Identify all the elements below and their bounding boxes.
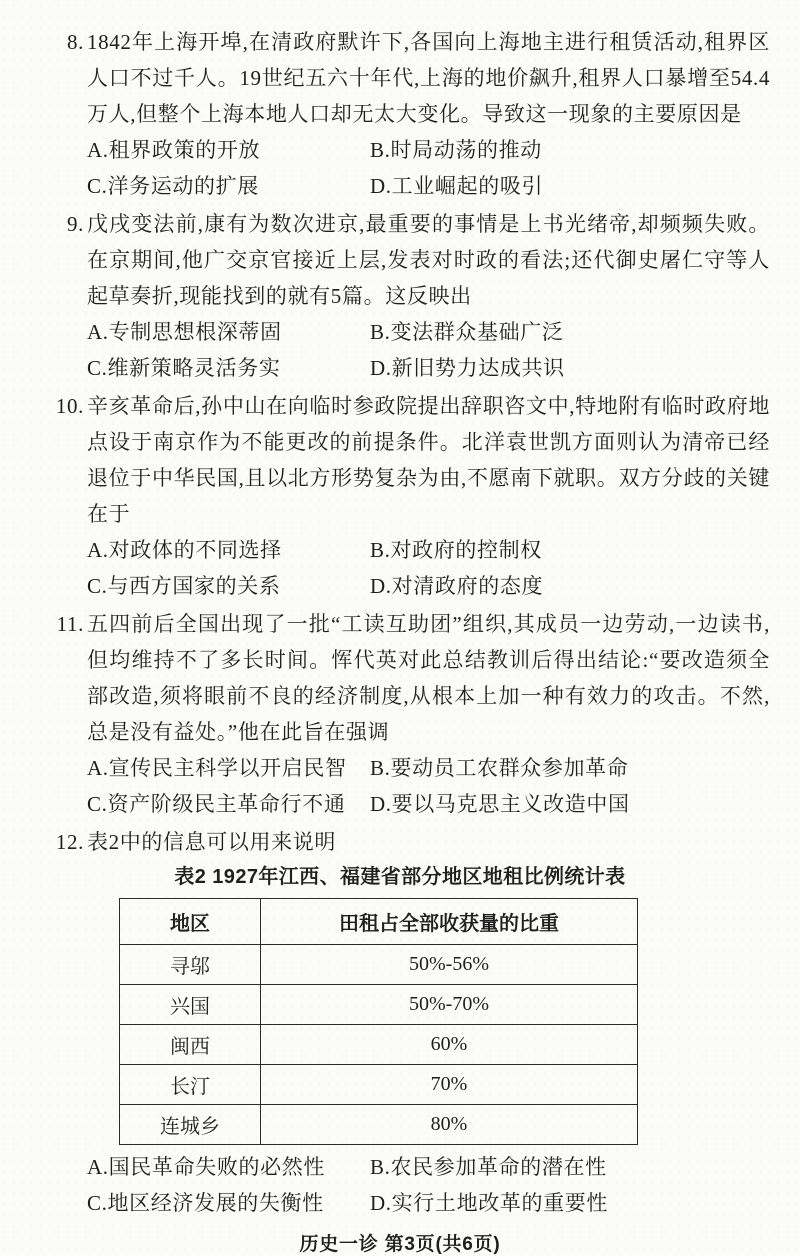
table-cell-value: 80% xyxy=(261,1105,638,1145)
table-header-row xyxy=(120,899,638,945)
option-d: D.新旧势力达成共识 xyxy=(370,356,565,380)
rent-table xyxy=(119,898,638,1145)
table-cell-region: 寻邬 xyxy=(120,945,261,985)
table-row xyxy=(120,985,638,1025)
options-row xyxy=(87,1149,770,1221)
question-12-options xyxy=(30,1149,770,1221)
question-12 xyxy=(30,824,770,860)
table-cell-region: 闽西 xyxy=(120,1025,261,1065)
option-a: A.租界政策的开放 xyxy=(87,138,261,162)
question-number: 12. xyxy=(55,830,84,854)
table-cell-region: 连城乡 xyxy=(120,1105,261,1145)
question-8 xyxy=(30,24,770,204)
table-row xyxy=(120,1105,638,1145)
options-row xyxy=(87,532,770,604)
table-header-region: 地区 xyxy=(120,899,261,945)
table-cell-region: 兴国 xyxy=(120,985,261,1025)
option-d: D.实行土地改革的重要性 xyxy=(370,1191,608,1215)
option-d: D.对清政府的态度 xyxy=(370,574,544,598)
option-c: C.与西方国家的关系 xyxy=(87,574,281,598)
table-cell-value: 60% xyxy=(261,1025,638,1065)
question-number: 10. xyxy=(55,394,84,418)
option-c: C.洋务运动的扩展 xyxy=(87,174,259,198)
option-c: C.资产阶级民主革命行不通 xyxy=(87,792,346,816)
question-11 xyxy=(30,606,770,822)
option-d: D.要以马克思主义改造中国 xyxy=(370,792,630,816)
question-stem: 表2中的信息可以用来说明 xyxy=(87,830,337,854)
table-row xyxy=(120,1065,638,1105)
table-title: 表2 1927年江西、福建省部分地区地租比例统计表 xyxy=(174,866,626,888)
question-number: 9. xyxy=(66,212,84,236)
option-b: B.要动员工农群众参加革命 xyxy=(370,756,629,780)
option-c: C.维新策略灵活务实 xyxy=(87,356,281,380)
table-row xyxy=(120,1025,638,1065)
page-footer: 历史一诊 第3页(共6页) xyxy=(299,1234,501,1255)
table-cell-value: 70% xyxy=(261,1065,638,1105)
question-9 xyxy=(30,206,770,386)
rent-table-block xyxy=(30,862,770,1145)
options-row xyxy=(87,314,770,386)
option-b: B.变法群众基础广泛 xyxy=(370,320,564,344)
option-a: A.国民革命失败的必然性 xyxy=(87,1155,325,1179)
table-header-rent-share: 田租占全部收获量的比重 xyxy=(261,899,638,945)
option-a: A.宣传民主科学以开启民智 xyxy=(87,756,347,780)
option-c: C.地区经济发展的失衡性 xyxy=(87,1191,324,1215)
question-stem: 1842年上海开埠,在清政府默许下,各国向上海地主进行租赁活动,租界区人口不过千人。19世纪五六十年代,上海的地价飙升,租界人口暴增至54.4万人,但整个上海本地人口却无太大变化。导致这一现象的主要原因是 xyxy=(87,30,770,126)
option-a: A.对政体的不同选择 xyxy=(87,538,282,562)
table-row xyxy=(120,945,638,985)
table-cell-value: 50%-56% xyxy=(261,945,638,985)
table-cell-region: 长汀 xyxy=(120,1065,261,1105)
table-cell-value: 50%-70% xyxy=(261,985,638,1025)
question-stem: 辛亥革命后,孙中山在向临时参政院提出辞职咨文中,特地附有临时政府地点设于南京作为不能更改的前提条件。北洋袁世凯方面则认为清帝已经退位于中华民国,且以北方形势复杂为由,不愿南下就职。双方分歧的关键在于 xyxy=(87,394,770,526)
option-b: B.时局动荡的推动 xyxy=(370,138,542,162)
option-b: B.对政府的控制权 xyxy=(370,538,542,562)
option-d: D.工业崛起的吸引 xyxy=(370,174,544,198)
question-stem: 戊戌变法前,康有为数次进京,最重要的事情是上书光绪帝,却频频失败。在京期间,他广交京官接近上层,发表对时政的看法;还代御史屠仁守等人起草奏折,现能找到的就有5篇。这反映出 xyxy=(87,212,770,308)
options-row xyxy=(87,750,770,822)
option-a: A.专制思想根深蒂固 xyxy=(87,320,282,344)
options-row xyxy=(87,132,770,204)
question-10 xyxy=(30,388,770,604)
question-number: 11. xyxy=(56,612,84,636)
option-b: B.农民参加革命的潜在性 xyxy=(370,1155,607,1179)
question-stem: 五四前后全国出现了一批“工读互助团”组织,其成员一边劳动,一边读书,但均维持不了多长时间。恽代英对此总结教训后得出结论:“要改造须全部改造,须将眼前不良的经济制度,从根本上加一种有效力的攻击。不然,总是没有益处。”他在此旨在强调 xyxy=(87,612,770,744)
question-number: 8. xyxy=(66,30,84,54)
